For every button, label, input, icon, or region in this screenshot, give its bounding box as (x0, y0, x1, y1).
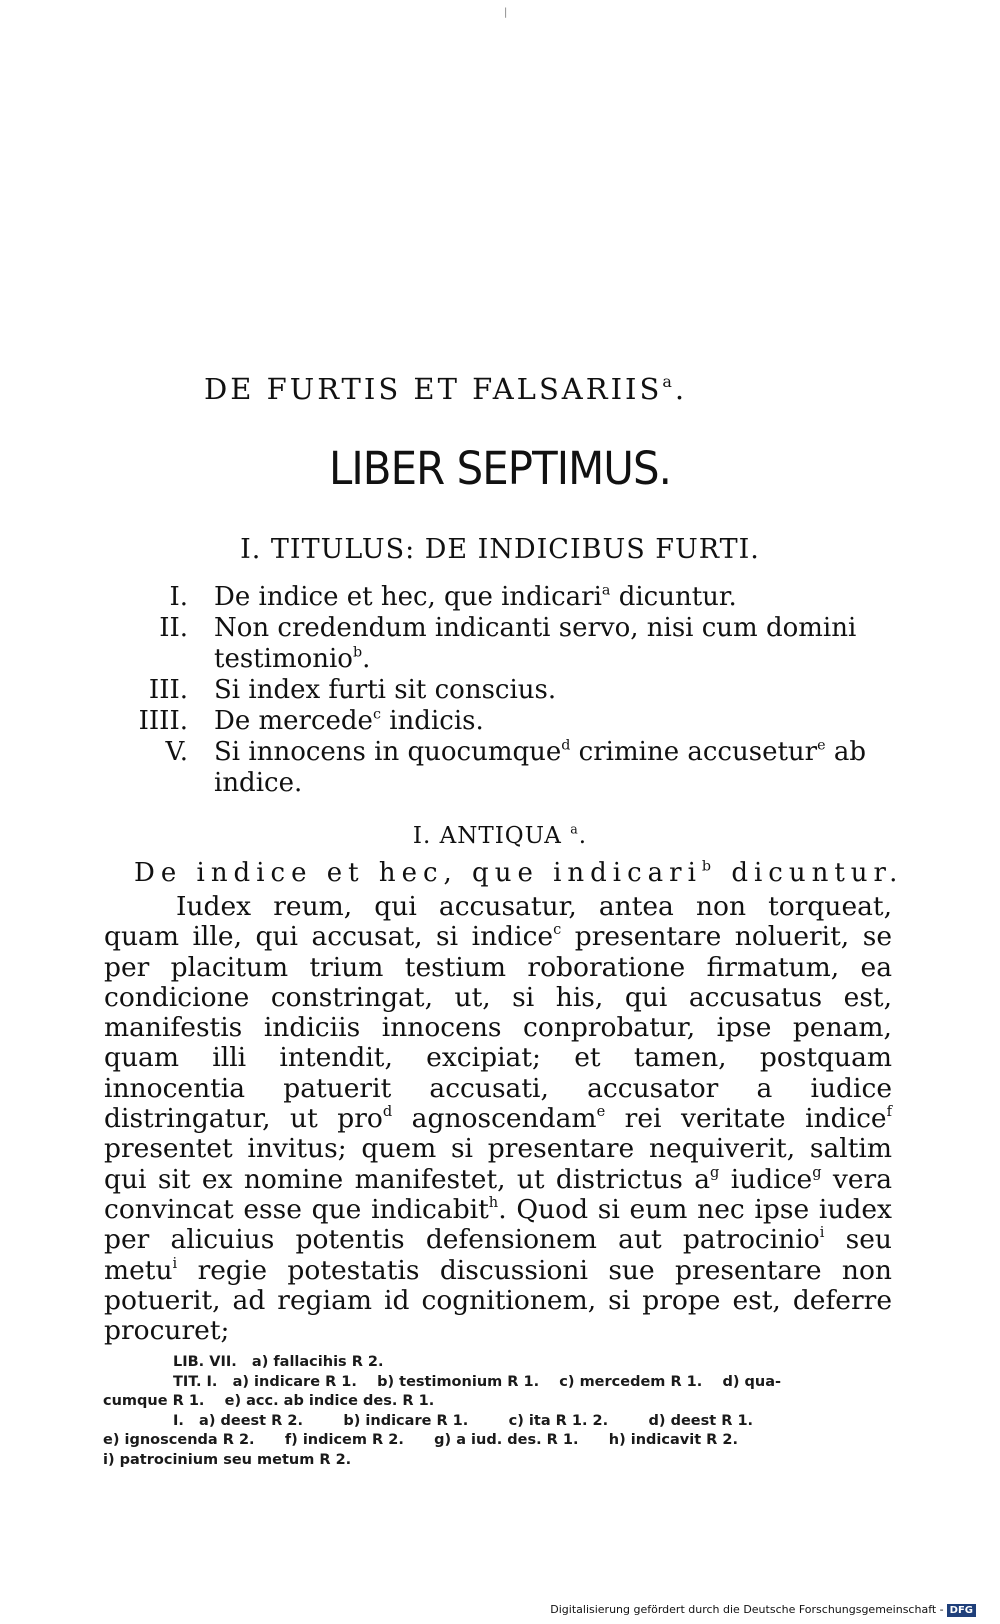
footnote-ref: d (561, 737, 571, 754)
footnote-ref: c (372, 706, 381, 723)
book-title-text: DE FURTIS ET FALSARIIS (204, 372, 663, 406)
footnotes (103, 1353, 883, 1470)
body-text: vera convincat esse que indicabit (104, 1163, 893, 1225)
body-text: . Quod si eum nec ipse iudex per alicuius potentis defensionem aut patrocinio (104, 1193, 892, 1256)
digitization-footer (550, 1603, 976, 1617)
law-title (134, 858, 903, 888)
footnote-line: I. a) deest R 2. b) indicare R 1. c) ita R 1. 2. d) deest R 1. (173, 1412, 754, 1429)
footnote-ref: a (570, 821, 579, 837)
rubric-item (90, 582, 890, 613)
body-text: regie potestatis discussioni sue presentare non potuerit, ad regiam id cognitionem, si prope est, deferre procuret; (104, 1254, 892, 1347)
footer-text: Digitalisierung gefördert durch die Deutsche Forschungsgemeinschaft - (550, 1603, 944, 1616)
body-text: iudice (719, 1163, 813, 1195)
footnote-ref: i (172, 1254, 178, 1272)
body-text: Iudex reum, qui accusatur, antea non torqueat, quam ille, qui accusat, si indice (104, 891, 892, 953)
footnote-line: e) ignoscenda R 2. f) indicem R 2. g) a iud. des. R 1. h) indicavit R 2. (103, 1432, 738, 1448)
rubric-item (90, 706, 890, 737)
footnote-ref: h (488, 1194, 499, 1212)
rubric-list (90, 582, 890, 799)
rubric-text: De indice et hec, que indicari (214, 582, 602, 612)
rubric-text: De mercede (214, 706, 373, 736)
rubric-text: . (362, 644, 371, 674)
book-title (204, 372, 687, 406)
titulus-heading: I. TITULUS: DE INDICIBUS FURTI. (240, 534, 760, 565)
rubric-number: V. (165, 737, 188, 767)
footnote-ref: a (601, 582, 611, 599)
footnote-ref: i (819, 1224, 825, 1242)
footnote-line: cumque R 1. e) acc. ab indice des. R 1. (103, 1393, 435, 1409)
rubric-number: III. (148, 675, 188, 705)
rubric-text: crimine accusetur (570, 737, 818, 767)
law-title-text: De indice et hec, que indicari (134, 858, 702, 888)
footnote-ref: b (701, 858, 718, 875)
rubric-text: dicuntur. (610, 582, 737, 612)
footnote-ref: a (662, 372, 675, 392)
law-title-end: dicuntur. (717, 858, 904, 888)
rubric-text: Non credendum indicanti servo, nisi cum domini testimonio (214, 613, 857, 674)
antiqua-end: . (578, 823, 588, 849)
rubric-item (90, 613, 890, 675)
body-paragraph (104, 892, 892, 1346)
body-text: rei veritate indice (605, 1103, 887, 1135)
liber-heading: LIBER SEPTIMUS. (328, 442, 672, 495)
footnote-ref: g (710, 1163, 720, 1181)
rubric-text: Si innocens in quocumque (214, 737, 562, 767)
rubric-number: IIII. (138, 706, 188, 736)
body-text: presentet invitus; quem si presentare nequiverit, saltim qui sit ex nomine manifestet, ut districtus a (104, 1133, 892, 1195)
rubric-item (90, 737, 890, 799)
body-text: seu metu (104, 1224, 892, 1286)
rubric-item (90, 675, 890, 706)
footnote-line: i) patrocinium seu metum R 2. (103, 1451, 352, 1468)
footnote-ref: f (886, 1103, 892, 1121)
rubric-text: ab indice. (214, 737, 866, 798)
body-text: agnoscendam (392, 1103, 597, 1135)
footnote-ref: d (382, 1103, 393, 1121)
rubric-number: II. (159, 613, 188, 643)
rubric-number: I. (169, 582, 188, 612)
top-mark: | (504, 7, 508, 18)
footnote-ref: e (817, 737, 826, 754)
footnote-ref: e (596, 1103, 606, 1121)
footnote-ref: b (352, 644, 363, 661)
footnote-ref: g (812, 1163, 822, 1181)
footnote-line: LIB. VII. a) fallacihis R 2. (173, 1354, 384, 1370)
book-title-end: . (674, 372, 688, 406)
footnote-ref: c (553, 921, 562, 939)
antiqua-text: I. ANTIQUA (412, 823, 562, 849)
body-text: presentare noluerit, se per placitum trium testium roboratione firmatum, ea condicione constringat, ut, si his, qui accusatus est, manifestis indiciis innocens conprobatur, ipse penam, quam illi intendit, excipiat; et tamen, postquam innocentia patuerit accusati, accusator a iudice distringatur, ut pro (104, 921, 892, 1135)
rubric-text: indicis. (380, 706, 484, 736)
dfg-logo: DFG (947, 1604, 976, 1617)
antiqua-heading (0, 823, 1000, 849)
rubric-text: Si index furti sit conscius. (214, 675, 557, 705)
footnote-line: TIT. I. a) indicare R 1. b) testimonium R 1. c) mercedem R 1. d) qua- (173, 1373, 782, 1390)
